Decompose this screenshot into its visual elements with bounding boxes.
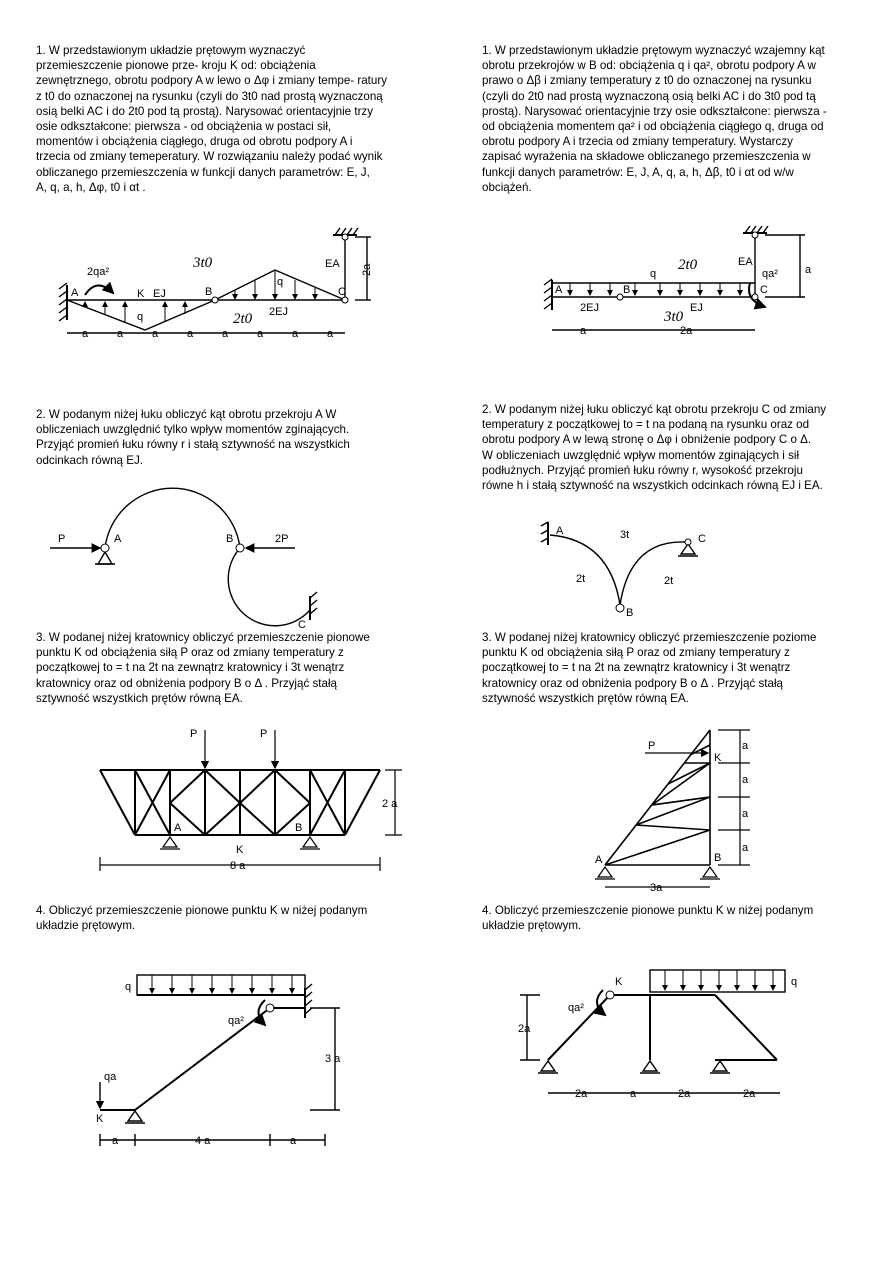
dim-label: 2a [680, 325, 693, 337]
diagonal-bar [135, 1008, 270, 1110]
text-line: 4. Obliczyć przemieszczenie pionowe punktu K w niżej podanym [482, 904, 814, 917]
problem-1-right-text [482, 43, 827, 195]
problem-4-left-text [36, 903, 367, 933]
dim-label: a [742, 842, 749, 854]
text-line: 3. W podanej niżej kratownicy obliczyć przemieszczenie poziome [482, 631, 817, 644]
hatch [59, 283, 67, 289]
label-2p: 2P [275, 533, 289, 545]
dim-label: 2a [743, 1088, 756, 1100]
dim-label: 4 a [195, 1135, 211, 1147]
label-k: K [714, 752, 722, 764]
label-height: 2a [518, 1023, 531, 1035]
text-line: trzecia od zmiany temeperatury. W rozwiązaniu należy podać wynik [36, 150, 383, 164]
label-temp-top: 3t0 [193, 255, 213, 271]
text-line: 3. W podanej niżej kratownicy obliczyć przemieszczenie pionowe [36, 631, 370, 644]
figure-2-left [50, 470, 330, 630]
label-moment: qa² [228, 1015, 244, 1027]
label-b: B [295, 822, 303, 834]
text-line: 4. Obliczyć przemieszczenie pionowe punktu K w niżej podanym [36, 904, 368, 917]
hinge-b [212, 297, 218, 303]
label-p: P [58, 533, 66, 545]
label-ea: EA [325, 258, 340, 270]
text-line: 2. W podanym niżej łuku obliczyć kąt obrotu przekroju C od zmiany [482, 403, 827, 416]
label-q2: q [277, 276, 284, 288]
dim-label: 2a [678, 1088, 691, 1100]
label-a: A [114, 533, 122, 545]
text-line: przemieszczenie pionowe prze- kroju K od: obciążenia [36, 59, 316, 73]
label-p: P [648, 740, 656, 752]
hinge-c [752, 294, 758, 300]
label-b: B [714, 852, 722, 864]
label-2t-right: 2t [664, 575, 674, 587]
label-3t: 3t [620, 529, 630, 541]
distributed-load [137, 975, 305, 995]
label-q1: q [137, 311, 144, 323]
problem-4-right-text [482, 903, 813, 933]
text-line: Przyjąć promień łuku równy r i stałą sztywność na wszystkich [36, 438, 350, 452]
label-q: q [650, 268, 657, 280]
text-line: sztywność wszystkich prętów równą EA. [36, 691, 243, 705]
label-temp-bot: 2t0 [233, 311, 253, 327]
label-moment: qa² [568, 1002, 584, 1014]
label-q: q [125, 981, 132, 993]
label-k: K [236, 844, 244, 856]
label-ej: EJ [153, 288, 166, 300]
arch-bc [620, 542, 685, 605]
text-line: prawo o Δβ i zmiany temperatury z t0 do oznaczonej na rysunku [482, 74, 812, 88]
text-line: temperatury z początkowej to = t na podaną na rysunku oraz od [482, 418, 810, 432]
label-q: q [791, 976, 798, 988]
arch-bc [228, 548, 310, 626]
problem-2-left-text [36, 407, 350, 468]
label-p2: P [260, 728, 268, 740]
distributed-load [650, 970, 785, 992]
text-line: początkowej to = t na 2t na zewnątrz kratownicy i 3t wenątrz [482, 661, 791, 675]
label-moment: qa² [762, 268, 778, 280]
text-line: punktu K od obciążenia siłą P oraz od zmiany temperatury z [36, 646, 344, 660]
label-width: 3a [650, 882, 663, 894]
dim-label: a [580, 325, 587, 337]
text-line: prostą). Narysować orientacyjnie trzy osie odkształcone: pierwsza - [482, 104, 827, 118]
moment-arrow [85, 285, 113, 295]
label-temp-top: 2t0 [678, 257, 698, 273]
dim-label: a [290, 1135, 297, 1147]
text-line: kratownicy oraz od obniżenia podpory B o Δ . Przyjąć stałą [36, 676, 337, 690]
label-height: 2a [361, 263, 373, 276]
dim-label: a [112, 1135, 119, 1147]
figure-3-right [590, 725, 770, 895]
dim-label: a [742, 808, 749, 820]
text-line: W obliczeniach uwzględnić wpływ momentów zginających i sił [482, 448, 800, 462]
label-width: 8 a [230, 860, 246, 872]
label-a: A [555, 284, 563, 296]
hinge-b [236, 544, 244, 552]
text-line: funkcji danych parametrów: E, J, A, q, a, h, Δβ, t0 i αt od w/w [482, 165, 794, 179]
figure-4-left [90, 970, 350, 1155]
text-line: obrotu podpory A w lewą stronę o Δφ i obniżenie podpory C o Δ. [482, 433, 812, 447]
text-line: odcinkach równą EJ. [36, 453, 143, 467]
label-c: C [760, 284, 768, 296]
hinge-a [101, 544, 109, 552]
dim-label: a [742, 774, 749, 786]
truss [605, 730, 710, 865]
label-2t-left: 2t [576, 573, 586, 585]
text-line: równe h i stałą sztywność na wszystkich odcinkach równą EJ i EA. [482, 479, 823, 493]
dim-label: a [187, 328, 194, 340]
text-line: zapisać wyrażenia na składowe obliczanego przemieszczenia w [482, 150, 811, 164]
text-line: 2. W podanym niżej łuku obliczyć kąt obrotu przekroju A W [36, 408, 337, 421]
text-line: obliczeniach uwzględnić tylko wpływ momentów zginających. [36, 423, 350, 437]
label-c: C [698, 533, 706, 545]
label-p1: P [190, 728, 198, 740]
figure-3-left [90, 725, 410, 875]
dim-label: a [222, 328, 229, 340]
arch-ab [550, 535, 620, 605]
text-line: kratownicy oraz od obniżenia podpory B o Δ . Przyjąć stałą [482, 676, 783, 690]
label-height: a [805, 264, 812, 276]
text-line: obciążeń. [482, 180, 532, 194]
label-force: qa [104, 1071, 117, 1083]
label-a: A [556, 525, 564, 537]
label-a: A [71, 287, 79, 299]
text-line: od obciążenia momentem qa² i od obciążenia ciągłego q, druga od [482, 120, 824, 134]
figure-4-right [515, 965, 805, 1110]
label-2ej: 2EJ [580, 302, 599, 314]
text-line: obrotu podpory A i trzecia od zmiany temperatury. Wystarczy [482, 135, 793, 149]
text-line: A, q, a, h, Δφ, t0 i αt . [36, 180, 146, 194]
text-line: osie odkształcone: pierwsza - od obciążenia w postaci sił, [36, 120, 332, 134]
hinge [606, 991, 614, 999]
truss [100, 770, 380, 835]
text-line: sztywność wszystkich prętów równą EA. [482, 691, 689, 705]
text-line: układzie prętowym. [482, 919, 582, 933]
problem-3-left-text [36, 630, 370, 706]
dim-label: a [630, 1088, 637, 1100]
text-line: 1. W przedstawionym układzie prętowym wyznaczyć [36, 44, 306, 57]
text-line: podłużnych. Przyjąć promień łuku równy r, wysokość przekroju [482, 463, 803, 477]
dim-label: a [152, 328, 159, 340]
text-line: obrotu przekrojów w B od: obciążenia q i qa², obrotu podpory A w [482, 59, 816, 73]
dim-label: 2a [575, 1088, 588, 1100]
label-b: B [226, 533, 234, 545]
hinge-b [616, 604, 624, 612]
label-a: A [595, 854, 603, 866]
label-height: 3 a [325, 1053, 341, 1065]
problem-3-right-text [482, 630, 816, 706]
text-line: zewnętrznego, obrotu podpory A w lewo o Δφ i zmiany tempe- ratury [36, 74, 388, 88]
dim-label: a [327, 328, 334, 340]
problem-1-left-text [36, 43, 387, 195]
label-a: A [174, 822, 182, 834]
label-k: K [615, 976, 623, 988]
label-temp-bot: 3t0 [664, 309, 684, 325]
text-line: osią belki AC i do 2t0 pod tą prostą). Narysować orientacyjnie trzy [36, 104, 374, 118]
label-2ej: 2EJ [269, 306, 288, 318]
label-k: K [137, 288, 145, 300]
figure-2-right [540, 520, 720, 620]
text-line: obliczanego przemieszczenia w funkcji danych parametrów: E, J, [36, 165, 370, 179]
text-line: punktu K od obciążenia siłą P oraz od zmiany temperatury z [482, 646, 790, 660]
text-line: 1. W przedstawionym układzie prętowym wyznaczyć wzajemny kąt [482, 44, 825, 57]
dim-label: a [257, 328, 264, 340]
label-b: B [626, 607, 634, 619]
problem-2-right-text [482, 402, 826, 493]
figure-1-left [55, 225, 375, 350]
label-ej: EJ [690, 302, 703, 314]
text-line: układzie prętowym. [36, 919, 136, 933]
label-height: 2 a [382, 798, 398, 810]
dim-label: a [742, 740, 749, 752]
label-b: B [205, 286, 213, 298]
text-line: momentów i obciążenia ciągłego, druga od obrotu podpory A i [36, 135, 353, 149]
dim-label: a [82, 328, 89, 340]
figure-1-right [540, 225, 830, 345]
hinge [266, 1004, 274, 1012]
label-b: B [623, 284, 631, 296]
label-ea: EA [738, 256, 753, 268]
arch-ab [105, 488, 240, 548]
text-line: z t0 do oznaczonej na rysunku (czyli do 3t0 nad prostą wyznaczoną [36, 89, 383, 103]
label-moment: 2qa² [87, 266, 110, 278]
label-k: K [96, 1113, 104, 1125]
text-line: początkowej to = t na 2t na zewnątrz kratownicy i 3t wenątrz [36, 661, 345, 675]
text-line: (czyli do 2t0 nad prostą wyznaczoną osią belki AC i do 3t0 pod tą [482, 89, 816, 103]
label-c: C [298, 619, 306, 631]
label-c: C [338, 286, 346, 298]
dim-label: a [292, 328, 299, 340]
dim-label: a [117, 328, 124, 340]
